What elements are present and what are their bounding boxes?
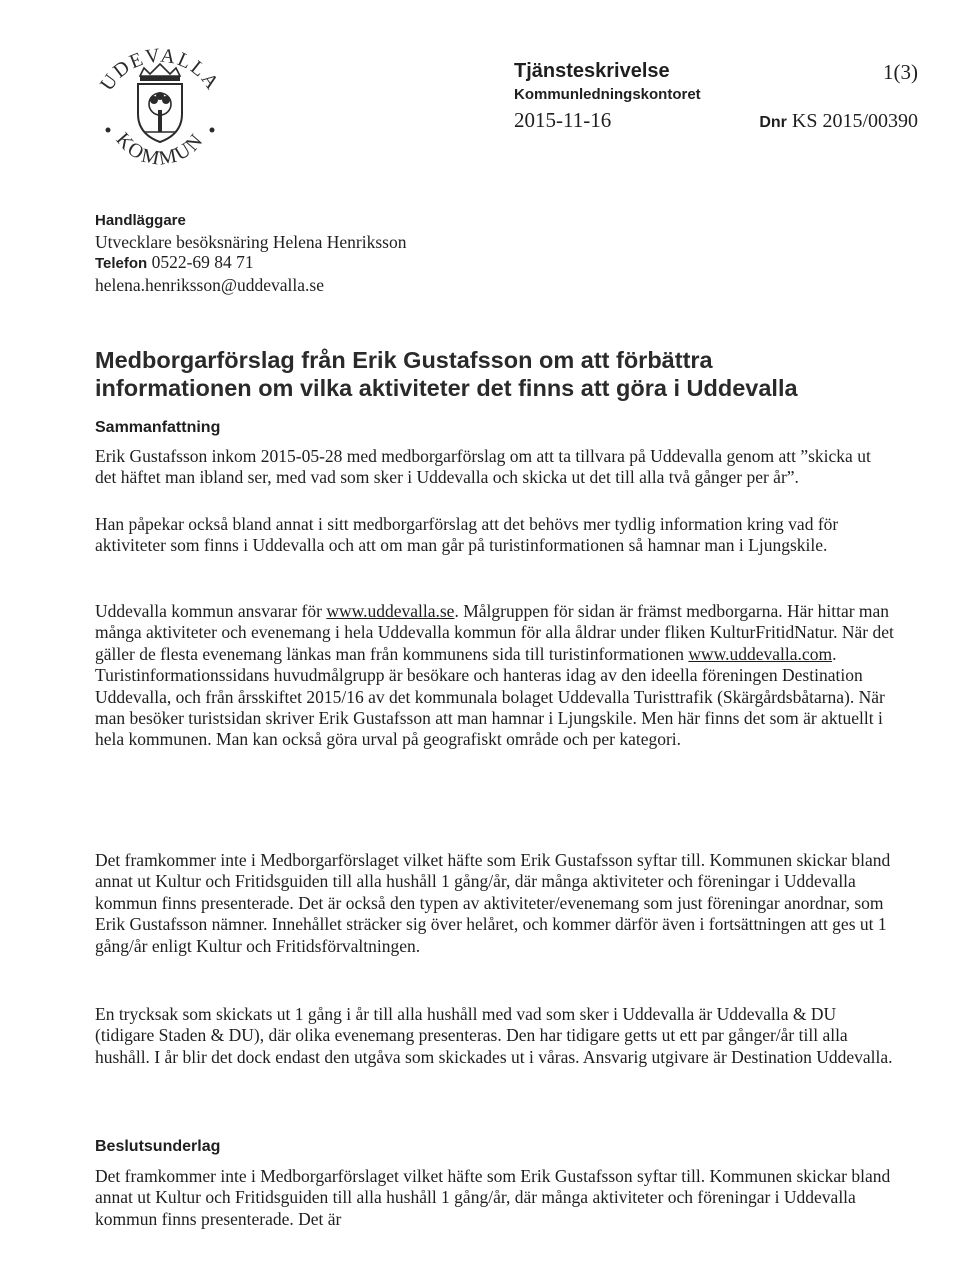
page-title-line-1: Medborgarförslag från Erik Gustafsson om att förbättra: [95, 347, 713, 373]
registration-number: [759, 110, 918, 133]
email-address: helena.henriksson@uddevalla.se: [95, 274, 324, 295]
dnr-value: KS 2015/00390: [791, 110, 918, 132]
summary-paragraph-1: Erik Gustafsson inkom 2015-05-28 med medborgarförslag om att ta tillvara på Uddevalla genom att ”skicka ut det häftet man ibland ser, med vad som sker i Uddevalla och skicka ut det till alla två gånger per år”.: [95, 446, 871, 488]
p3-text-end: . Turistinformationssidans huvudmålgrupp är besökare och hanteras idag av den ideella föreningen Destination Uddevalla, och från årsskiftet 2015/16 av det kommunala bolaget Uddevalla Turisttrafik (Skärgårdsbåtarna). När man besöker turistsidan skriver Erik Gustafsson att man hamnar i Ljungskile. Men här finns det som är aktuellt i hela kommunen. Man kan också göra urval på geografiskt område och per kategori.: [95, 643, 885, 750]
contact-block: [95, 211, 407, 295]
summary-paragraph-2: Han påpekar också bland annat i sitt medborgarförslag att det behövs mer tydlig information kring vad för aktiviteter som finns i Uddevalla och att om man går på turistinformationen så hamnar man i Ljungskile.: [95, 514, 839, 556]
phone-label: Telefon: [95, 255, 148, 272]
municipality-logo: [90, 40, 230, 170]
handler-value: Utvecklare besöksnäring Helena Henriksson: [95, 231, 407, 252]
basis-paragraph-1: Det framkommer inte i Medborgarförslaget vilket häfte som Erik Gustafsson syftar till. Kommunen skickar bland annat ut Kultur och Fritidsguiden till alla hushåll 1 gång/år, där många aktiviteter och föreningar i Uddevalla kommun finns presenterade. Det är: [95, 1166, 891, 1229]
summary-paragraph-5: En trycksak som skickats ut 1 gång i år till alla hushåll med vad som sker i Uddevalla är Uddevalla & DU (tidigare Staden & DU), där olika evenemang presenteras. Den har tidigare getts ut ett par gånger/år till alla hushåll. I år blir det dock endast den utgåva som skickades ut i våras. Ansvarig utgivare är Destination Uddevalla.: [95, 1004, 893, 1067]
link-uddevalla-com[interactable]: www.uddevalla.com: [688, 643, 833, 664]
document-date: 2015-11-16: [514, 108, 612, 132]
phone-value: 0522-69 84 71: [151, 252, 254, 272]
summary-paragraph-4: Det framkommer inte i Medborgarförslaget vilket häfte som Erik Gustafsson syftar till. Kommunen skickar bland annat ut Kultur och Fritidsguiden till alla hushåll 1 gång/år, där många aktiviteter och föreningar i Uddevalla kommun finns presenterade. Det är också den typen av aktiviteter/evenemang som just föreningar anordnar, som Erik Gustafsson nämner. Innehållet sträcker sig över helåret, och kommer därför även i fortsättningen att ges ut 1 gång/år enligt Kultur och Fritidsförvaltningen.: [95, 850, 891, 956]
coat-of-arms-icon: [90, 40, 230, 170]
document-type: Tjänsteskrivelse: [514, 60, 670, 82]
page-indicator: 1(3): [883, 60, 918, 84]
handler-label: Handläggare: [95, 212, 186, 229]
page-title-line-2: informationen om vilka aktiviteter det finns att göra i Uddevalla: [95, 375, 798, 401]
logo-ring-text-bottom: KOMMUN: [111, 128, 209, 170]
p3-text-start: Uddevalla kommun ansvarar för: [95, 601, 327, 621]
page-title: [95, 346, 915, 402]
svg-text:KOMMUN: [112, 129, 209, 170]
department: Kommunledningskontoret: [514, 86, 701, 103]
basis-heading: Beslutsunderlag: [95, 1138, 221, 1155]
logo-ring-text-top: UDEVALLA: [95, 44, 225, 95]
phone-line: [95, 252, 407, 275]
svg-text:UDEVALLA: [96, 45, 224, 95]
summary-paragraph-3: [95, 601, 895, 751]
p3-text-middle: . Målgruppen för sidan är främst medborgarna. Här hittar man många aktiviteter och evenemang i hela Uddevalla kommun för alla åldrar under fliken KulturFritidNatur. När det gäller de flesta evenemang länkas man från kommunens sida till turistinformationen: [95, 601, 894, 664]
summary-heading: Sammanfattning: [95, 419, 221, 436]
dnr-label: Dnr: [759, 114, 787, 131]
link-uddevalla-se[interactable]: www.uddevalla.se: [326, 601, 455, 621]
